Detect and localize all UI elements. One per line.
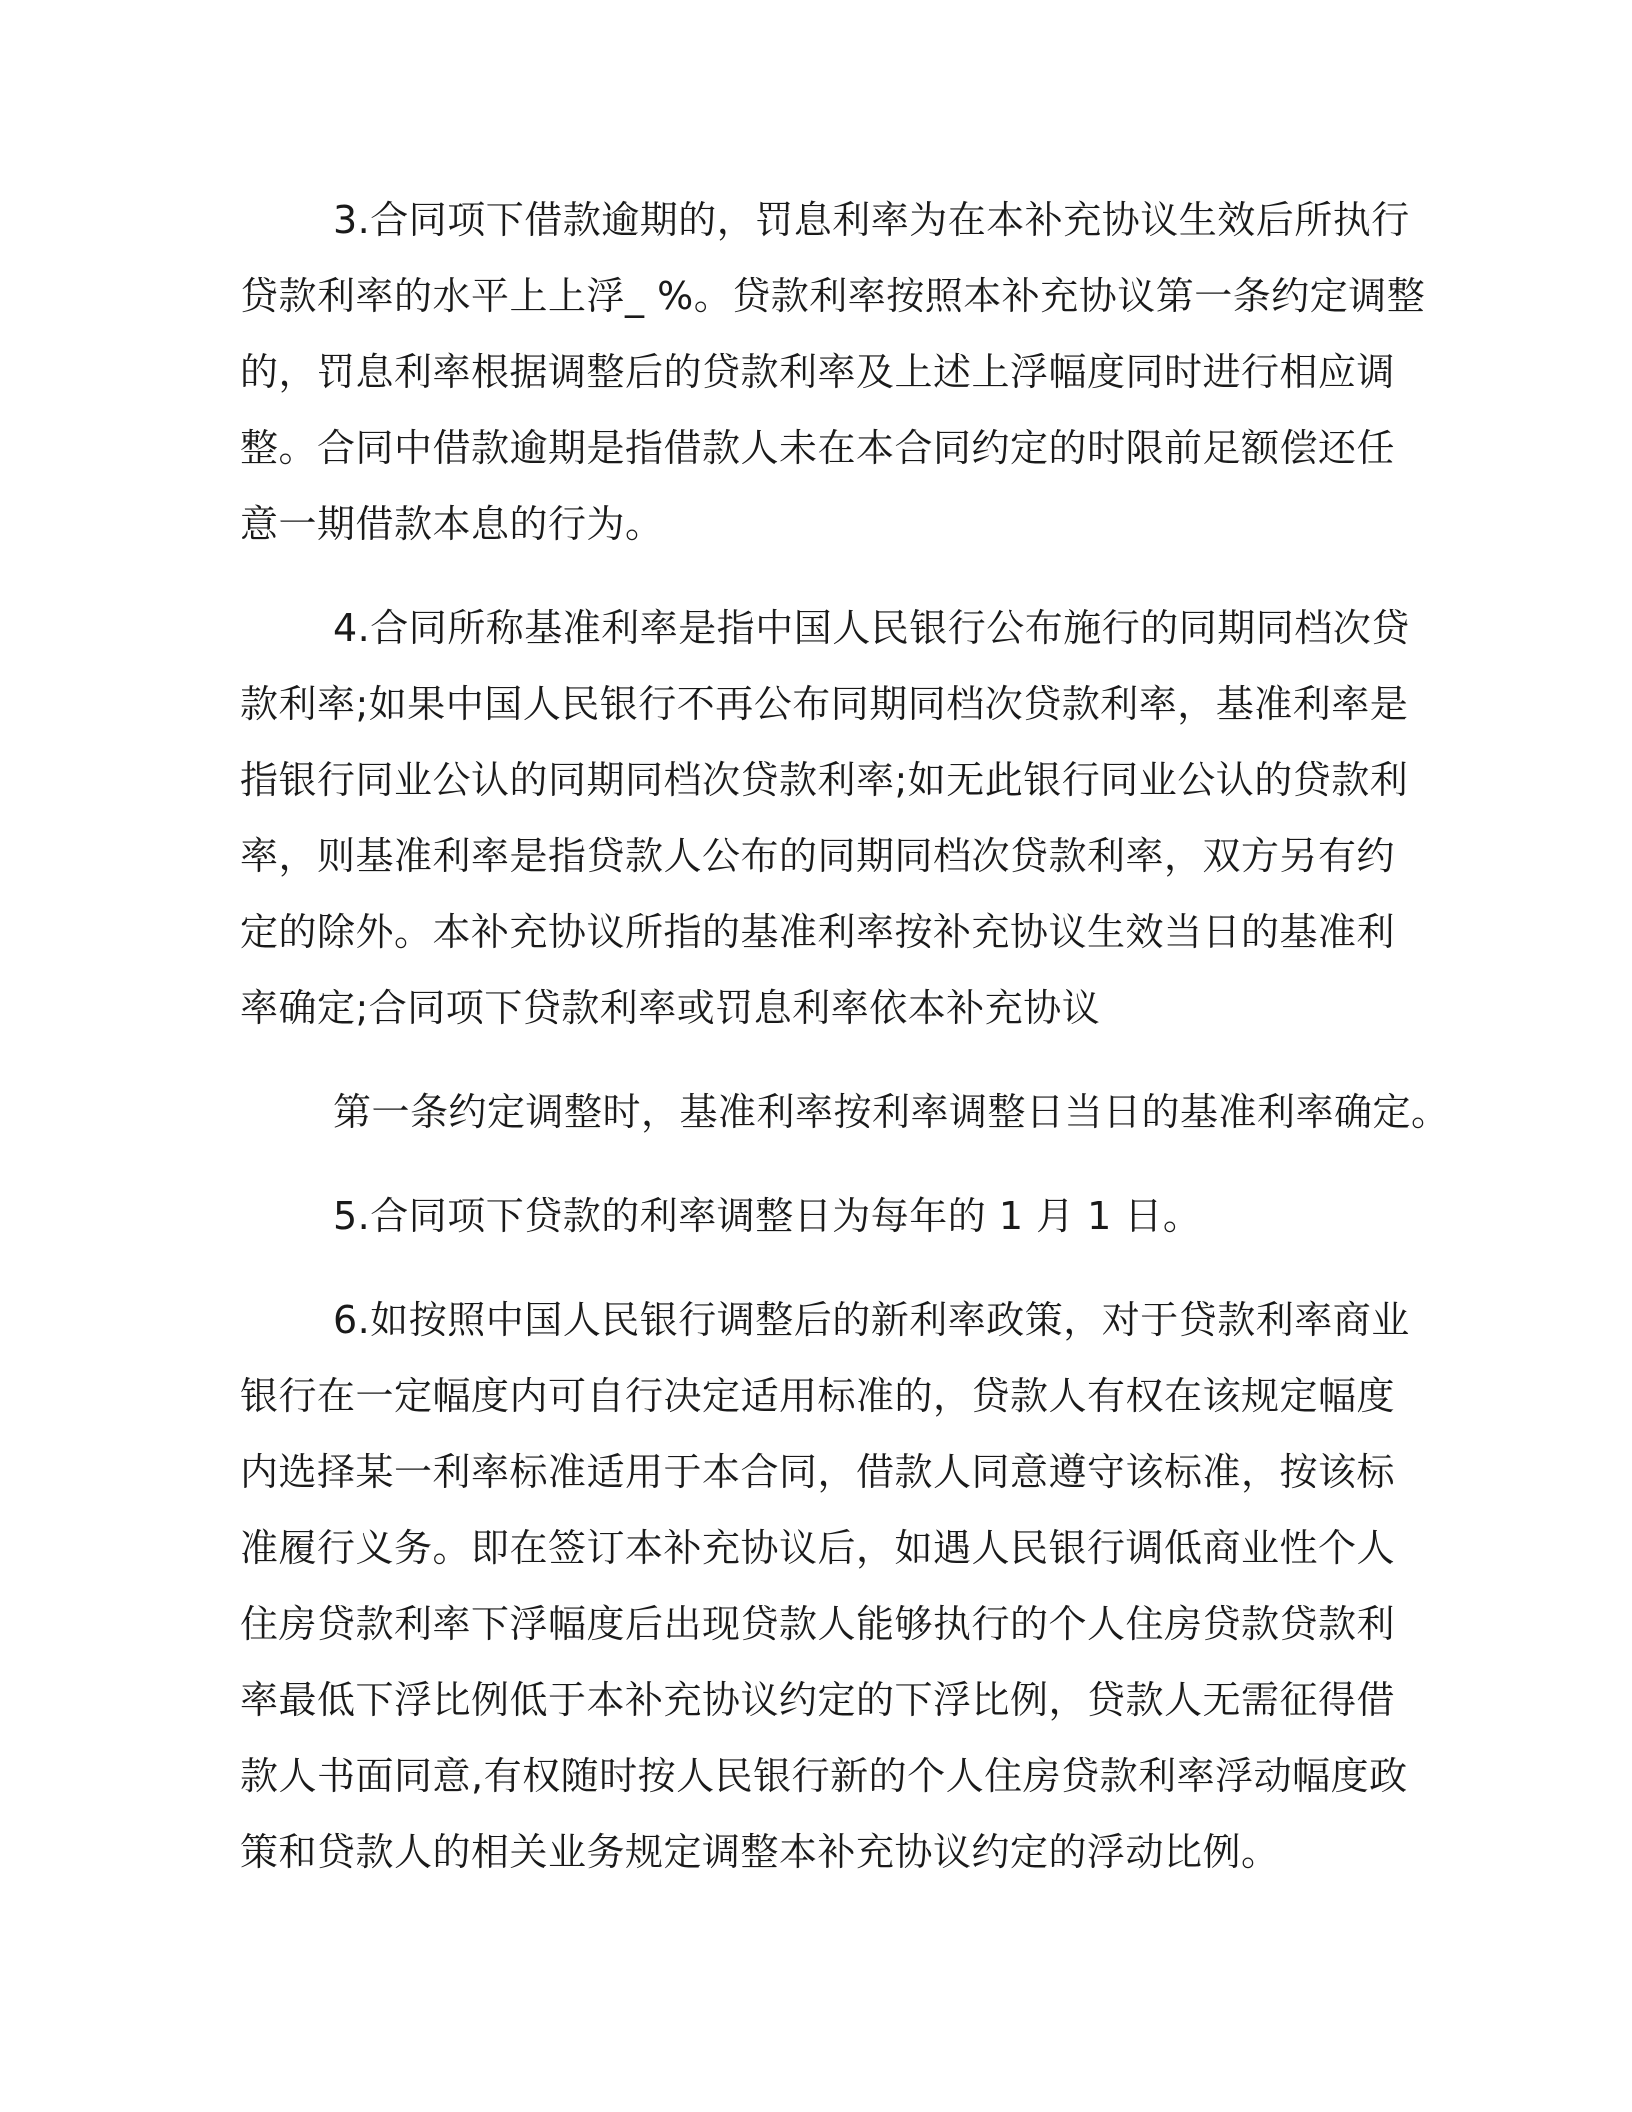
clause-6-line-1: 6.如按照中国人民银行调整后的新利率政策，对于贷款利率商业 xyxy=(333,1298,1410,1342)
clause-6-line-8: 策和贷款人的相关业务规定调整本补充协议约定的浮动比例。 xyxy=(240,1830,1280,1874)
clause-4-line-5: 定的除外。本补充协议所指的基准利率按补充协议生效当日的基准利 xyxy=(240,910,1396,954)
clause-3-line-5: 意一期借款本息的行为。 xyxy=(240,502,664,546)
clause-4-line-4: 率，则基准利率是指贷款人公布的同期同档次贷款利率，双方另有约 xyxy=(240,834,1396,878)
clause-6-line-4: 准履行义务。即在签订本补充协议后，如遇人民银行调低商业性个人 xyxy=(240,1526,1396,1570)
clause-6-line-6: 率最低下浮比例低于本补充协议约定的下浮比例，贷款人无需征得借 xyxy=(240,1678,1396,1722)
clause-6-line-5: 住房贷款利率下浮幅度后出现贷款人能够执行的个人住房贷款贷款利 xyxy=(240,1602,1396,1646)
clause-5-line-1: 5.合同项下贷款的利率调整日为每年的 1 月 1 日。 xyxy=(333,1194,1202,1238)
clause-4-line-3: 指银行同业公认的同期同档次贷款利率;如无此银行同业公认的贷款利 xyxy=(240,758,1409,802)
clause-4-line-1: 4.合同所称基准利率是指中国人民银行公布施行的同期同档次贷 xyxy=(333,606,1410,650)
clause-6-line-3: 内选择某一利率标准适用于本合同，借款人同意遵守该标准，按该标 xyxy=(240,1450,1396,1494)
clause-4-cont-line-1: 第一条约定调整时，基准利率按利率调整日当日的基准利率确定。 xyxy=(333,1090,1450,1134)
clause-4-line-2: 款利率;如果中国人民银行不再公布同期同档次贷款利率，基准利率是 xyxy=(240,682,1409,726)
clause-4-line-6: 率确定;合同项下贷款利率或罚息利率依本补充协议 xyxy=(240,986,1101,1030)
clause-3-line-2: 贷款利率的水平上上浮_ %。贷款利率按照本补充协议第一条约定调整 xyxy=(240,274,1426,318)
clause-3-line-3: 的，罚息利率根据调整后的贷款利率及上述上浮幅度同时进行相应调 xyxy=(240,350,1396,394)
clause-3-line-4: 整。合同中借款逾期是指借款人未在本合同约定的时限前足额偿还任 xyxy=(240,426,1396,470)
clause-6-line-2: 银行在一定幅度内可自行决定适用标准的，贷款人有权在该规定幅度 xyxy=(240,1374,1396,1418)
clause-3-line-1: 3.合同项下借款逾期的，罚息利率为在本补充协议生效后所执行 xyxy=(333,198,1410,242)
clause-6-line-7: 款人书面同意,有权随时按人民银行新的个人住房贷款利率浮动幅度政 xyxy=(240,1754,1408,1798)
